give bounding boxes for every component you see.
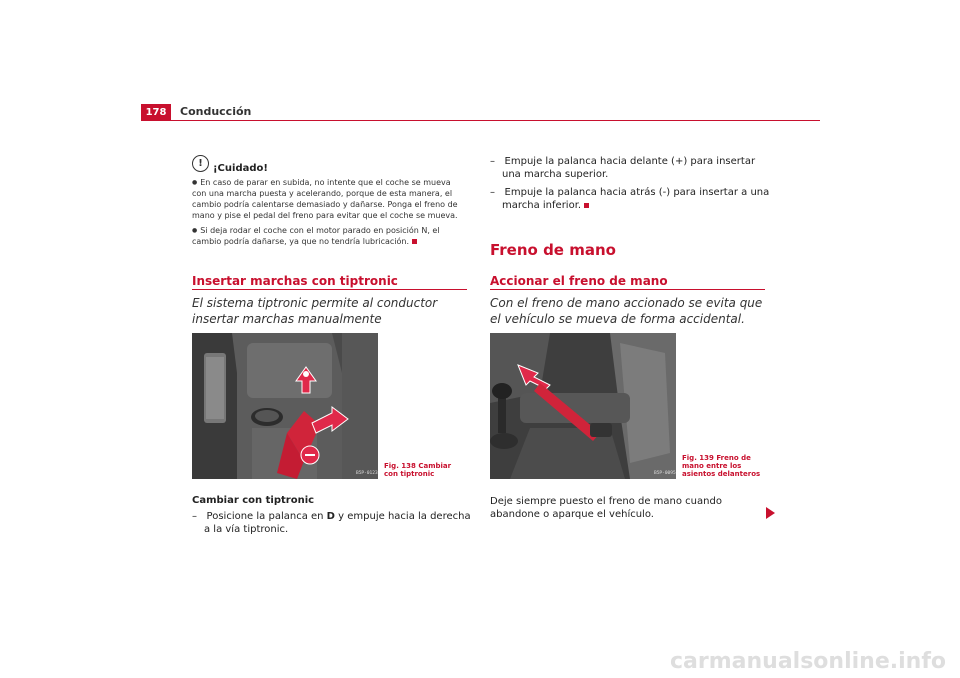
tiptronic-lead: El sistema tiptronic permite al conductor insertar marchas manualmente <box>192 296 438 326</box>
warning-bullet-2: ● Si deja rodar el coche con el motor parado en posición N, el cambio podría dañarse, ya que no tendría lubricación. <box>192 225 467 247</box>
tiptronic-subheading: Cambiar con tiptronic <box>192 495 315 506</box>
header-rule <box>141 120 820 121</box>
tiptronic-step-1: – Posicione la palanca en D y empuje hacia la derecha a la vía tiptronic. <box>192 511 471 535</box>
end-mark-icon <box>584 203 589 208</box>
handbrake-figure <box>490 333 676 479</box>
figure-138-code: B5P-0123 <box>356 471 378 476</box>
warning-title: ¡Cuidado! <box>213 163 268 174</box>
figure-139-caption: Fig. 139 Freno de mano entre los asientos delanteros <box>682 454 761 478</box>
warning-body <box>192 177 467 247</box>
warning-bullet-1: ● En caso de parar en subida, no intente que el coche se mueva con una marcha puesta y acelerando, porque de esta manera, el cambio podría calentarse demasiado y dañarse. Ponga el freno de mano y pise el pedal del freno para evitar que el coche se mueva. <box>192 177 467 221</box>
tiptronic-step-2: – Empuje la palanca hacia delante (+) para insertar una marcha superior. <box>490 156 756 180</box>
tiptronic-heading: Insertar marchas con tiptronic <box>192 274 398 288</box>
figure-138-caption: Fig. 138 Cambiar con tiptronic <box>384 462 452 478</box>
warning-icon: ! <box>192 155 209 172</box>
page-number: 178 <box>141 104 171 121</box>
watermark: carmanualsonline.info <box>670 649 946 674</box>
handbrake-section-title: Freno de mano <box>490 241 616 259</box>
handbrake-lead: Con el freno de mano accionado se evita que el vehículo se mueva de forma accidental. <box>490 296 763 326</box>
tiptronic-figure <box>192 333 378 479</box>
next-page-arrow-icon[interactable] <box>766 507 775 519</box>
tiptronic-step-3: – Empuje la palanca hacia atrás (-) para insertar a una marcha inferior. <box>490 187 770 211</box>
handbrake-rule <box>490 289 765 290</box>
end-mark-icon <box>412 239 417 244</box>
figure-139-code: B5P-0095 <box>654 471 676 476</box>
handbrake-heading: Accionar el freno de mano <box>490 274 668 288</box>
handbrake-paragraph: Deje siempre puesto el freno de mano cuando abandone o aparque el vehículo. <box>490 496 722 520</box>
section-title: Conducción <box>180 105 252 118</box>
tiptronic-rule <box>192 289 467 290</box>
